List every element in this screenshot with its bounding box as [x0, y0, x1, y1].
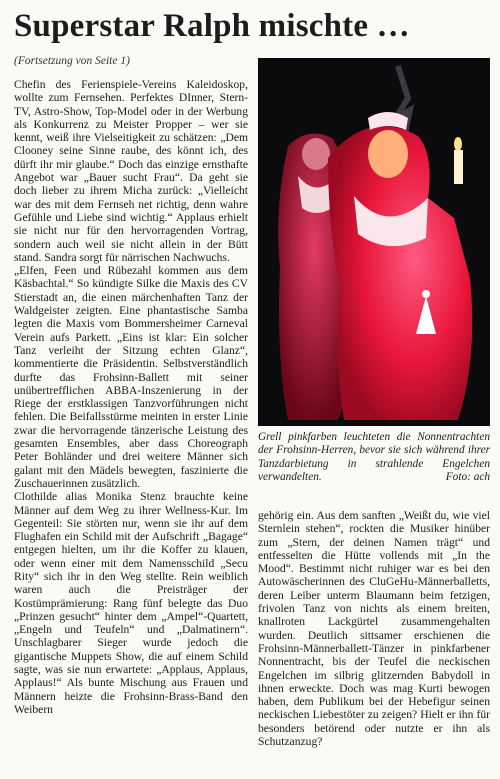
continuation-note: (Fortsetzung von Seite 1) [14, 55, 130, 67]
article-paragraph: „Elfen, Feen und Rübezahl kommen aus dem Käsbachtal.“ So kündigte Silke die Maxis des CV Stierstadt an, die einen märchenhaften Tanz der Waldgeister zeigten. Eine phantastische Samba legten die Maxis vom Bommersheimer Carneval Verein aufs Parkett. „Eins ist klar: Ein solcher Tanz verleiht der Sitzung echten Glanz“, kommentierte die Präsidentin. Selbstverständlich durfte das Frohsinn-Ballett mit seiner unübertrefflichen ABBA-Inszenierung in der Riege der erstklassigen Tanzvorführungen nicht fehlen. Die Beifallsstürme meinten in erster Linie zwar die hervorragende tänzerische Leistung des gesamten Ensembles, aber dass Choreograph Peter Bohländer und drei weitere Männer sich galant mit den Mädels bewegten, faszinierte die Zuschauerinnen zusätzlich. [14, 264, 248, 490]
left-column [14, 78, 248, 716]
nuns-photo-illustration [258, 58, 490, 426]
photo-credit: Foto: ach [445, 470, 490, 483]
caption-text: Grell pinkfarben leuchteten die Nonnentrachten der Frohsinn-Herren, bevor sie sich während ihrer Tanzdarbietung in strahlende Engelchen verwandelten. [258, 431, 490, 483]
headline: Superstar Ralph mischte … [14, 8, 410, 44]
article-photo [258, 58, 490, 426]
candle-icon [454, 137, 463, 184]
right-column [258, 509, 490, 748]
article-paragraph: gehörig ein. Aus dem sanften „Weißt du, wie viel Sternlein stehen“, rockten die Musiker hinüber zum „Stern, der deinen Namen trägt“ und entfesselten die Hütte vollends mit „In the Mood“. Bestimmt nicht ruhiger war es bei den Autowäscherinnen des CluGeHu-Männerballetts, deren Leiber unterm Blaumann beim fetzigen, frivolen Tanz von nichts als einem breiten, knallroten Lackgürtel zusammengehalten wurden. Deutlich sittsamer erschienen die Frohsinn-Männerballett-Tänzer in pinkfarbener Nonnentracht, bis der Teufel die neckischen Engelchen im silbrig glitzernden Babydoll in ihnen erweckte. Doch was mag Kurti bewogen haben, dem Publikum bei der Hebefigur seinen neckischen Liebestöter zu zeigen? Hielt er ihn für besonders betörend oder nutzte er ihn als Schutzanzug? [258, 509, 490, 749]
article-paragraph: Chefin des Ferienspiele-Vereins Kaleidoskop, wollte zum Fernsehen. Perfektes DInner, Stern-TV, Astro-Show, Top-Model oder in der Werbung als Konkurrenz zu Meister Propper – wer sie kennt, weiß ihre Vielseitigkeit zu schätzen: „Dem Clooney seine Sinne raube, des könnt ich, des dürft ihr mir glaube.“ Doch das einzige ernsthafte Angebot war „Bauer sucht Frau“. Da geht sie doch lieber zu ihrem Micha zurück: „Vielleicht war des mit dem Fernseh net richtig, denn wahre Gefühle und Liebe sind wichtig.“ Applaus erhielt sie nicht nur für den hervorragenden Vortrag, sondern auch weil sie nicht allein in der Bütt stand. Sandra sorgt für närrischen Nachwuchs. [14, 78, 248, 264]
article-paragraph: Clothilde alias Monika Stenz brauchte keine Männer auf dem Weg zu ihrer Wellness-Kur. Im Gegenteil: Sie störten nur, wenn sie ihr auf dem Flughafen ein Schild mit der Aufschrift „Bagage“ entgegen hielten, um ihr die Koffer zu klauen, oder wenn einer mit dem Namensschild „Secu Rity“ sich ihr in den Weg stellte. Rein weiblich waren auch die Preisträger der Kostümprämierung: Rang fünf belegte das Duo „Prinzen gesucht“ hinter dem „Ampel“-Quartett, „Engeln und Teufeln“ und „Dalmatinern“. Unschlagbarer Sieger wurde jedoch die gigantische Muppets Show, die auf einem Schild sagte, was sie nun erwartete: „Applaus, Applaus, Applaus!“ Als bunte Mischung aus Frauen und Männern heizte die Frohsinn-Brass-Band den Weibern [14, 490, 248, 716]
photo-caption [258, 431, 490, 484]
